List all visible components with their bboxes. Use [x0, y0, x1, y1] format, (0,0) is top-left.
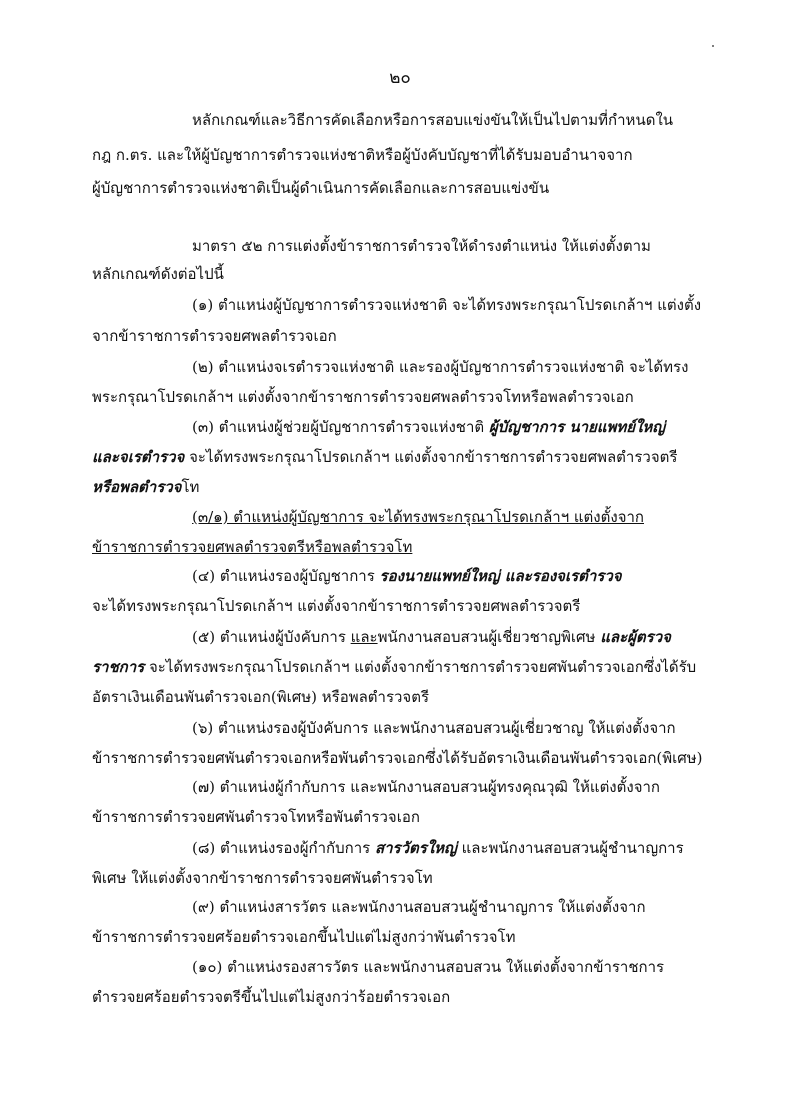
text-line: [92, 326, 337, 346]
text-line: [192, 838, 684, 858]
amended-text: รองนายแพทย์ใหญ่ และรองจเรตำรวจ: [379, 567, 622, 585]
text-segment: (๙) ตำแหน่งสารวัตร และพนักงานสอบสวนผู้ชำนาญการ ให้แต่งตั้งจาก: [192, 898, 646, 916]
text-segment: (๔) ตำแหน่งรองผู้บัญชาการ: [192, 567, 380, 585]
text-segment: ข้าราชการตำรวจยศร้อยตำรวจเอกขึ้นไปแต่ไม่สูงกว่าพันตำรวจโท: [92, 928, 516, 946]
amended-text: ราชการ: [92, 658, 145, 676]
text-line: [192, 777, 660, 797]
text-line: [92, 477, 199, 497]
text-line: [192, 357, 688, 377]
text-line: [192, 110, 673, 130]
text-line: [92, 657, 696, 677]
amended-text: หรือพลตำรวจ: [92, 478, 182, 496]
text-line: [92, 537, 412, 557]
amended-text: สารวัตรใหญ่: [374, 839, 457, 857]
text-line: [192, 236, 651, 256]
text-line: [92, 927, 516, 947]
text-segment: (๗) ตำแหน่งผู้กำกับการ และพนักงานสอบสวนผู้ทรงคุณวุฒิ ให้แต่งตั้งจาก: [192, 778, 660, 796]
text-segment: จะได้ทรงพระกรุณาโปรดเกล้าฯ แต่งตั้งจากข้าราชการตำรวจยศพลตำรวจตรี: [92, 597, 581, 615]
text-line: [92, 264, 224, 284]
text-line: [192, 627, 671, 647]
text-line: [92, 387, 634, 407]
text-segment: (๑) ตำแหน่งผู้บัญชาการตำรวจแห่งชาติ จะได้ทรงพระกรุณาโปรดเกล้าฯ แต่งตั้ง: [192, 296, 702, 314]
underlined-text: ข้าราชการตำรวจยศพลตำรวจตรีหรือพลตำรวจโท: [92, 538, 413, 556]
text-line: [92, 145, 633, 165]
text-segment: (๕) ตำแหน่งผู้บังคับการ: [192, 628, 351, 646]
text-line: [92, 987, 450, 1007]
amended-text: ผู้บัญชาการ นายแพทย์ใหญ่: [488, 418, 666, 436]
text-segment: หลักเกณฑ์และวิธีการคัดเลือกหรือการสอบแข่งขันให้เป็นไปตามที่กำหนดใน: [192, 111, 674, 129]
text-segment: จะได้ทรงพระกรุณาโปรดเกล้าฯ แต่งตั้งจากข้าราชการตำรวจยศพันตำรวจเอกซึ่งได้รับ: [144, 658, 697, 676]
text-segment: กฎ ก.ตร. และให้ผู้บัญชาการตำรวจแห่งชาติหรือผู้บังคับบัญชาที่ได้รับมอบอำนาจจาก: [92, 146, 633, 164]
text-segment: ตำรวจยศร้อยตำรวจตรีขึ้นไปแต่ไม่สูงกว่าร้อยตำรวจเอก: [92, 988, 451, 1006]
text-line: [192, 897, 646, 917]
text-line: [92, 447, 677, 467]
text-segment: (๘) ตำแหน่งรองผู้กำกับการ: [192, 839, 375, 857]
text-segment: (๑๐) ตำแหน่งรองสารวัตร และพนักงานสอบสวน ให้แต่งตั้งจากข้าราชการ: [192, 958, 665, 976]
text-line: [192, 718, 676, 738]
amended-text: และผู้ตรวจ: [600, 628, 671, 646]
text-line: [92, 807, 420, 827]
text-segment: พิเศษ ให้แต่งตั้งจากข้าราชการตำรวจยศพันตำรวจโท: [92, 869, 433, 887]
text-line: [92, 748, 703, 768]
text-segment: (๓) ตำแหน่งผู้ช่วยผู้บัญชาการตำรวจแห่งชาติ: [192, 418, 489, 436]
text-line: [192, 417, 665, 437]
text-segment: มาตรา ๕๒ การแต่งตั้งข้าราชการตำรวจให้ดำรงตำแหน่ง ให้แต่งตั้งตาม: [192, 237, 651, 255]
amended-text: และจเรตำรวจ: [92, 448, 185, 466]
page-number: ๒๐: [389, 68, 411, 88]
text-line: [92, 868, 433, 888]
text-segment: จากข้าราชการตำรวจยศพลตำรวจเอก: [92, 327, 337, 345]
text-segment: อัตราเงินเดือนพันตำรวจเอก(พิเศษ) หรือพลตำรวจตรี: [92, 688, 430, 706]
text-segment: พระกรุณาโปรดเกล้าฯ แต่งตั้งจากข้าราชการตำรวจยศพลตำรวจโทหรือพลตำรวจเอก: [92, 388, 634, 406]
text-segment: (๖) ตำแหน่งรองผู้บังคับการ และพนักงานสอบสวนผู้เชี่ยวชาญ ให้แต่งตั้งจาก: [192, 719, 676, 737]
text-line: [192, 957, 664, 977]
text-segment: ข้าราชการตำรวจยศพันตำรวจโทหรือพันตำรวจเอก: [92, 808, 420, 826]
text-line: [92, 596, 580, 616]
text-segment: ผู้บัญชาการตำรวจแห่งชาติเป็นผู้ดำเนินการคัดเลือกและการสอบแข่งขัน: [92, 179, 550, 197]
text-segment: พนักงานสอบสวนผู้เชี่ยวชาญพิเศษ: [377, 628, 601, 646]
text-segment: โท: [181, 478, 200, 496]
text-line: [192, 507, 644, 527]
text-segment: ข้าราชการตำรวจยศพันตำรวจเอกหรือพันตำรวจเอกซึ่งได้รับอัตราเงินเดือนพันตำรวจเอก(พิเศษ): [92, 749, 703, 767]
underlined-text: (๓/๑) ตำแหน่งผู้บัญชาการ จะได้ทรงพระกรุณาโปรดเกล้าฯ แต่งตั้งจาก: [192, 508, 644, 526]
text-segment: หลักเกณฑ์ดังต่อไปนี้: [92, 265, 224, 283]
text-line: [192, 566, 622, 586]
text-segment: (๒) ตำแหน่งจเรตำรวจแห่งชาติ และรองผู้บัญชาการตำรวจแห่งชาติ จะได้ทรง: [192, 358, 689, 376]
text-segment: จะได้ทรงพระกรุณาโปรดเกล้าฯ แต่งตั้งจากข้าราชการตำรวจยศพลตำรวจตรี: [184, 448, 678, 466]
text-line: [192, 295, 701, 315]
text-line: [92, 687, 429, 707]
text-line: [92, 178, 549, 198]
text-segment: และพนักงานสอบสวนผู้ชำนาญการ: [456, 839, 684, 857]
underlined-text: และ: [350, 628, 378, 646]
scan-speck: [712, 45, 714, 47]
